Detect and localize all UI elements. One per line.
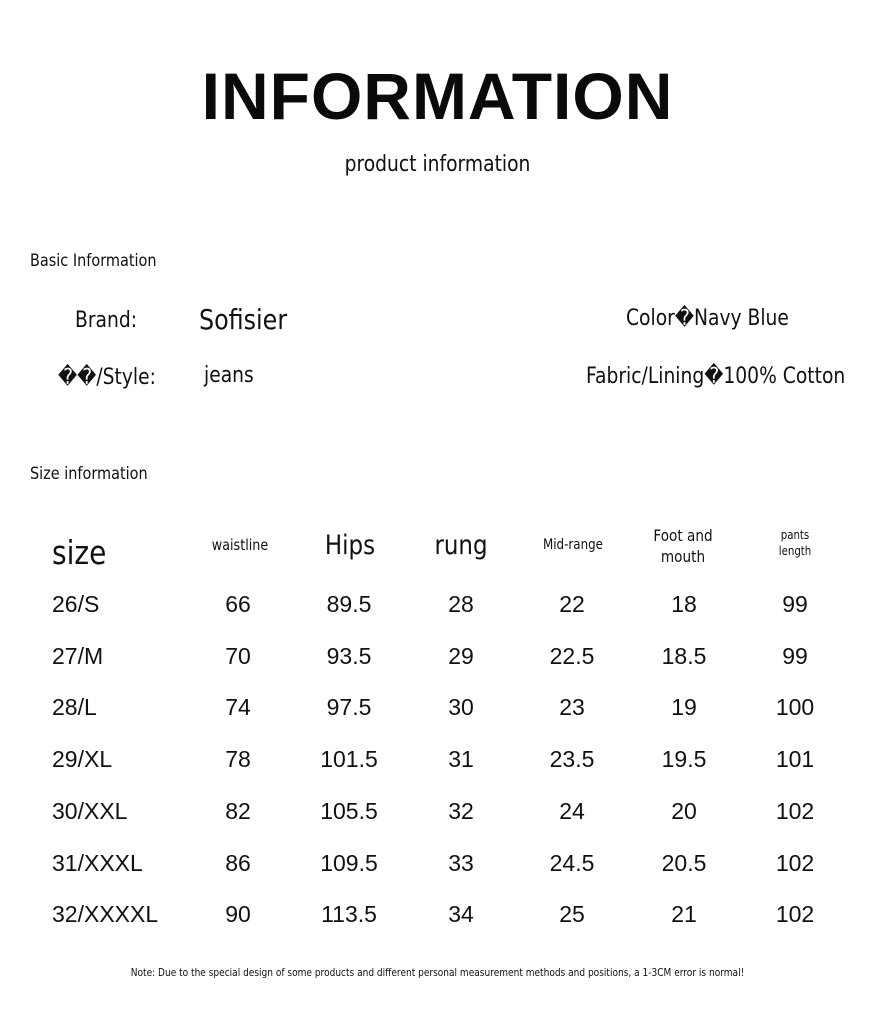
fabric-info: Fabric/Lining�100% Cotton [586,364,846,389]
brand-label: Brand: [75,308,138,333]
measurement-cell: 24.5 [549,849,595,876]
measurement-cell: 97.5 [326,694,372,721]
measurement-cell: 19 [671,694,697,721]
column-header-waistline: waistline [211,536,269,554]
measurement-cell: 31 [448,746,474,773]
size-cell: 27/M [52,642,104,669]
size-cell: 28/L [52,694,97,721]
measurement-cell: 25 [559,901,585,928]
measurement-cell: 24 [559,797,585,824]
size-cell: 26/S [52,591,100,617]
footer-note: Note: Due to the special design of some products and different personal measurement methods and positions, a 1-3CM error is normal! [130,966,745,979]
measurement-cell: 90 [225,901,251,928]
measurement-cell: 105.5 [320,797,378,824]
page-title: INFORMATION [201,59,674,133]
measurement-cell: 86 [225,849,251,876]
measurement-cell: 28 [448,591,474,617]
measurement-cell: 19.5 [661,746,707,773]
measurement-cell: 34 [448,901,474,928]
style-label: ��/Style: [58,365,156,390]
measurement-cell: 32 [448,797,474,824]
measurement-cell: 22 [559,591,585,617]
measurement-cell: 18.5 [661,642,707,669]
measurement-cell: 29 [448,642,474,669]
measurement-cell: 18 [671,591,697,617]
measurement-cell: 20.5 [661,849,707,876]
column-header-pants-length: pants length [778,528,812,558]
size-cell: 31/XXXL [52,849,143,876]
measurement-cell: 102 [775,849,815,876]
measurement-cell: 101 [775,746,815,773]
column-header-foot-and-mouth: Foot and mouth [653,526,713,566]
measurement-cell: 113.5 [321,901,377,928]
measurement-cell: 74 [225,694,251,721]
measurement-cell: 93.5 [326,642,372,669]
measurement-cell: 99 [782,591,808,617]
measurement-cell: 22.5 [549,642,595,669]
measurement-cell: 21 [671,901,697,928]
column-header-hips: Hips [324,530,376,561]
column-header-size: size [52,533,107,572]
measurement-cell: 109.5 [320,849,378,876]
measurement-cell: 102 [775,797,815,824]
column-header-mid-range: Mid-range [542,537,604,553]
column-header-rung: rung [434,530,488,561]
measurement-cell: 102 [775,901,815,928]
brand-value: Sofisier [199,303,288,336]
measurement-cell: 33 [448,849,474,876]
measurement-cell: 89.5 [326,591,372,617]
measurement-cell: 23.5 [549,746,595,773]
size-cell: 30/XXL [52,797,128,824]
measurement-cell: 101.5 [320,746,378,773]
style-value: jeans [204,363,254,388]
basic-info-heading: Basic Information [30,251,157,271]
measurement-cell: 20 [671,797,697,824]
size-cell: 29/XL [52,746,113,773]
measurement-cell: 82 [225,797,251,824]
size-cell: 32/XXXXL [52,901,159,928]
measurement-cell: 70 [225,642,251,669]
page-subtitle: product information [344,152,531,177]
size-info-heading: Size information [30,464,148,484]
measurement-cell: 78 [225,746,251,773]
measurement-cell: 30 [448,694,474,721]
measurement-cell: 100 [775,694,815,721]
measurement-cell: 23 [559,694,585,721]
measurement-cell: 66 [225,591,251,617]
color-info: Color�Navy Blue [626,306,789,331]
measurement-cell: 99 [782,642,808,669]
